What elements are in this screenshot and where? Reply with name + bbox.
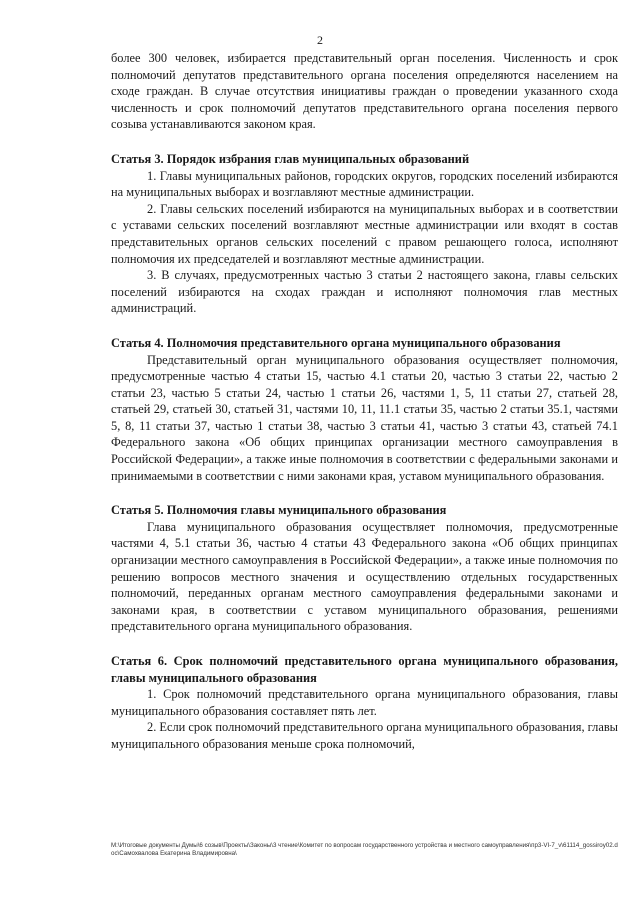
article-6-heading: Статья 6. Срок полномочий представительного органа муниципального образования, главы муниципального образования xyxy=(111,654,618,685)
paragraph-intro: более 300 человек, избирается представительный орган поселения. Численность и срок полномочий депутатов представительного органа поселения определяются населением на сходе граждан. В случае отсутствия инициативы граждан о проведении указанного схода численность и срок полномочий депутатов представительного органа поселения первого созыва устанавливаются законом края. xyxy=(111,51,618,132)
article-5-heading: Статья 5. Полномочия главы муниципального образования xyxy=(111,503,447,518)
page-number: 2 xyxy=(317,33,323,47)
file-path-footer: M:\Итоговые документы Думы\6 созыв\Проекты\Законы\3 чтение\Комитет по вопросам государственного устройства и местного самоуправления\пр3-VI-7_v\61114_gossiroy02.doc\Самохвалова Екатерина Владимировна\ xyxy=(111,842,618,858)
article-3-part-3: 3. В случаях, предусмотренных частью 3 статьи 2 настоящего закона, главы сельских поселений избираются на сходах граждан и исполняют полномочия глав местных администраций. xyxy=(111,268,618,316)
article-3-part-2: 2. Главы сельских поселений избираются на муниципальных выборах и в соответствии с уставами сельских поселений возглавляют местные администрации или входят в состав представительных органов сельских поселений с правом решающего голоса, исполняют полномочия их председателей и возглавляют местные администрации. xyxy=(111,201,618,266)
article-6-part-1: 1. Срок полномочий представительного органа муниципального образования, главы муниципального образования составляет пять лет. xyxy=(111,687,618,718)
document-body xyxy=(111,50,618,753)
article-5-text: Глава муниципального образования осуществляет полномочия, предусмотренные частями 4, 5.1 статьи 36, частью 4 статьи 43 Федерального закона «Об общих принципах организации местного самоуправления в Российской Федерации», а также иные полномочия по решению вопросов местного значения и осуществлению отдельных государственных полномочий, переданных органам местного самоуправления федеральными законами и законами края, в соответствии с уставом муниципального образования, решениями представительного органа муниципального образования. xyxy=(111,519,618,634)
article-3-heading: Статья 3. Порядок избрания глав муниципальных образований xyxy=(111,151,470,166)
article-6-part-2: 2. Если срок полномочий представительного органа муниципального образования, главы муниципального образования меньше срока полномочий, xyxy=(111,720,618,751)
article-4-heading: Статья 4. Полномочия представительного органа муниципального образования xyxy=(111,335,561,350)
article-3-part-1: 1. Главы муниципальных районов, городских округов, городских поселений избираются на муниципальных выборах и возглавляют местные администрации. xyxy=(111,168,618,200)
article-4-text: Представительный орган муниципального образования осуществляет полномочия, предусмотренные частью 4 статьи 15, частью 4.1 статьи 20, частью 3 статьи 22, частью 2 статьи 23, частью 5 статьи 24, частью 1 статьи 26, частями 1, 5, 11 статьи 27, статьей 28, статьей 29, статьей 30, статьей 31, частями 10, 11, 11.1 статьи 35, частью 2 статьи 35.1, частями 5, 8, 11 статьи 37, частью 1 статьи 38, частью 3 статьи 41, частью 3 статьи 43, статьей 74.1 Федерального закона «Об общих принципах организации местного самоуправления в Российской Федерации», а также иные полномочия в соответствии с федеральными законами и принимаемыми в соответствии с ними законами края, уставом муниципального образования. xyxy=(111,352,618,483)
